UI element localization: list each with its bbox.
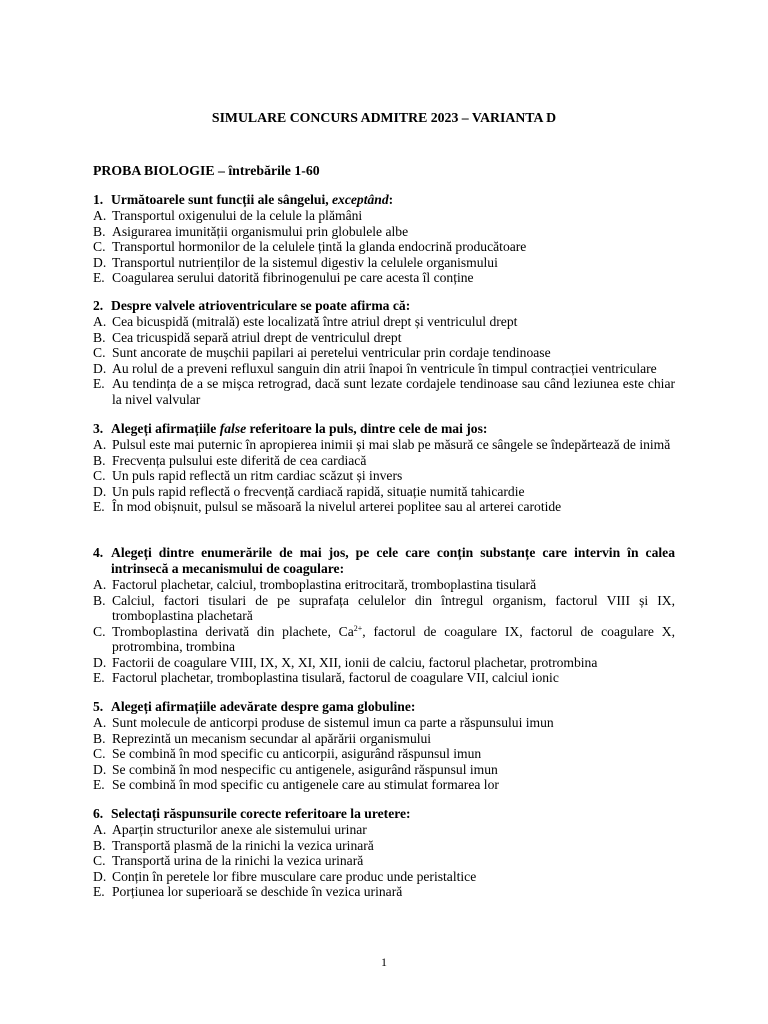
answer-option bbox=[93, 314, 675, 330]
option-letter: D. bbox=[93, 483, 107, 499]
option-letter: E. bbox=[93, 376, 105, 391]
answer-option bbox=[93, 593, 675, 624]
option-letter: B. bbox=[93, 223, 106, 239]
option-letter: D. bbox=[93, 360, 107, 376]
question-text: Selectați răspunsurile corecte referitoare la uretere: bbox=[111, 806, 411, 821]
option-letter: D. bbox=[93, 761, 107, 777]
page-number: 1 bbox=[381, 955, 387, 969]
answer-option bbox=[93, 499, 675, 515]
answer-option bbox=[93, 715, 675, 731]
option-letter: C. bbox=[93, 468, 106, 483]
answer-option bbox=[93, 655, 675, 671]
question-text: Despre valvele atrioventriculare se poate afirma că: bbox=[111, 298, 411, 313]
answer-option bbox=[93, 453, 675, 469]
option-text: Un puls rapid reflectă un ritm cardiac scăzut și invers bbox=[112, 468, 403, 483]
question-text: Următoarele sunt funcții ale sângelui, bbox=[111, 192, 333, 207]
answer-option bbox=[93, 884, 675, 900]
section-title: PROBA BIOLOGIE – întrebările 1-60 bbox=[93, 163, 320, 178]
option-letter: C. bbox=[93, 345, 106, 360]
option-text: Pulsul este mai puternic în apropierea inimii și mai slab pe măsură ce sângele se îndepărtează de inimă bbox=[112, 437, 671, 452]
question-3 bbox=[93, 421, 675, 515]
question-text: Alegeți afirmațiile adevărate despre gama globuline: bbox=[111, 699, 416, 714]
option-text-end: , factorul de coagulare IX, factorul de coagulare X, protrombina, trombina bbox=[112, 623, 675, 654]
answer-option bbox=[93, 345, 675, 361]
option-text: Factorul plachetar, calciul, tromboplastina eritrocitară, tromboplastina tisulară bbox=[112, 577, 537, 592]
option-text: Au rolul de a preveni refluxul sanguin din atrii înapoi în ventricule în timpul contracției ventriculare bbox=[112, 360, 657, 376]
answer-option bbox=[93, 853, 675, 869]
option-text: Sunt molecule de anticorpi produse de sistemul imun ca parte a răspunsului imun bbox=[112, 715, 554, 730]
answer-option bbox=[93, 777, 675, 793]
option-text: Transportul oxigenului de la celule la plămâni bbox=[112, 208, 363, 223]
question-text-end: referitoare la puls, dintre cele de mai jos: bbox=[246, 421, 488, 436]
option-letter: E. bbox=[93, 499, 105, 514]
option-letter: E. bbox=[93, 670, 105, 685]
option-letter: A. bbox=[93, 715, 107, 730]
option-text: Porțiunea lor superioară se deschide în vezica urinară bbox=[112, 884, 403, 899]
option-letter: C. bbox=[93, 623, 106, 639]
option-letter: B. bbox=[93, 592, 106, 608]
answer-option bbox=[93, 270, 675, 286]
option-letter: C. bbox=[93, 746, 106, 761]
option-letter: A. bbox=[93, 437, 107, 452]
answer-option bbox=[93, 838, 675, 854]
option-text: În mod obișnuit, pulsul se măsoară la nivelul arterei poplitee sau al arterei carotide bbox=[112, 499, 562, 514]
option-letter: B. bbox=[93, 452, 106, 468]
question-stem bbox=[93, 421, 675, 437]
question-text-end: : bbox=[388, 192, 394, 207]
answer-option bbox=[93, 762, 675, 778]
option-letter: B. bbox=[93, 329, 106, 345]
option-text: Cea tricuspidă separă atriul drept de ventriculul drept bbox=[112, 329, 402, 345]
answer-option bbox=[93, 624, 675, 655]
document-title: SIMULARE CONCURS ADMITRE 2023 – VARIANTA D bbox=[211, 110, 557, 125]
question-stem bbox=[93, 545, 675, 577]
question-stem bbox=[93, 192, 675, 208]
option-text: Se combină în mod specific cu antigenele care au stimulat formarea lor bbox=[112, 777, 499, 792]
option-text: Asigurarea imunității organismului prin globulele albe bbox=[112, 223, 409, 239]
option-text: Factorii de coagulare VIII, IX, X, XI, XII, ionii de calciu, factorul plachetar, protrombina bbox=[112, 654, 598, 670]
answer-option bbox=[93, 208, 675, 224]
option-text: Se combină în mod specific cu anticorpii, asigurând răspunsul imun bbox=[112, 746, 482, 761]
option-text: Sunt ancorate de mușchii papilari ai peretelui ventricular prin cordaje tendinoase bbox=[112, 345, 551, 360]
option-letter: E. bbox=[93, 777, 105, 792]
option-letter: C. bbox=[93, 853, 106, 868]
question-stem bbox=[93, 298, 675, 314]
answer-option bbox=[93, 376, 675, 407]
answer-option bbox=[93, 468, 675, 484]
question-number: 6. bbox=[93, 806, 104, 821]
option-text: Transportul hormonilor de la celulele țintă la glanda endocrină producătoare bbox=[112, 239, 527, 254]
option-text: Transportul nutrienților de la sistemul digestiv la celulele organismului bbox=[112, 254, 498, 270]
answer-option bbox=[93, 731, 675, 747]
option-text: Factorul plachetar, tromboplastina tisulară, factorul de coagulare VII, calciul ionic bbox=[112, 670, 559, 685]
option-text: Un puls rapid reflectă o frecvență cardiacă rapidă, situație numită tahicardie bbox=[112, 483, 525, 499]
option-letter: B. bbox=[93, 837, 106, 853]
option-letter: A. bbox=[93, 314, 107, 329]
answer-option bbox=[93, 330, 675, 346]
answer-option bbox=[93, 239, 675, 255]
question-stem bbox=[93, 806, 675, 822]
question-text: Alegeți afirmațiile bbox=[111, 421, 220, 436]
answer-option bbox=[93, 577, 675, 593]
question-number: 2. bbox=[93, 298, 104, 313]
answer-option bbox=[93, 484, 675, 500]
option-letter: A. bbox=[93, 822, 107, 837]
question-stem bbox=[93, 699, 675, 715]
question-text-emphasis: exceptând bbox=[332, 192, 389, 207]
option-letter: D. bbox=[93, 654, 107, 670]
option-letter: D. bbox=[93, 868, 107, 884]
option-letter: D. bbox=[93, 254, 107, 270]
option-letter: A. bbox=[93, 577, 107, 592]
question-text-emphasis: false bbox=[219, 421, 247, 436]
option-text: Cea bicuspidă (mitrală) este localizată între atriul drept și ventriculul drept bbox=[112, 314, 518, 329]
superscript: 2+ bbox=[353, 623, 363, 633]
question-number: 3. bbox=[93, 421, 104, 436]
option-text: Coagularea serului datorită fibrinogenului pe care acesta îl conține bbox=[112, 270, 474, 285]
option-text: Se combină în mod nespecific cu antigenele, asigurând răspunsul imun bbox=[112, 761, 498, 777]
answer-option bbox=[93, 437, 675, 453]
question-4 bbox=[93, 545, 675, 686]
option-text: Aparțin structurilor anexe ale sistemului urinar bbox=[112, 822, 367, 837]
question-6 bbox=[93, 806, 675, 900]
answer-option bbox=[93, 822, 675, 838]
option-letter: E. bbox=[93, 884, 105, 899]
question-number: 4. bbox=[93, 545, 104, 560]
answer-option bbox=[93, 670, 675, 686]
option-text: Transportă plasmă de la rinichi la vezica urinară bbox=[112, 837, 374, 853]
question-1 bbox=[93, 192, 675, 286]
option-letter: B. bbox=[93, 730, 106, 746]
answer-option bbox=[93, 869, 675, 885]
option-text: Transportă urina de la rinichi la vezica urinară bbox=[112, 853, 364, 868]
option-letter: C. bbox=[93, 239, 106, 254]
option-text: Frecvența pulsului este diferită de cea cardiacă bbox=[112, 452, 367, 468]
option-text: Au tendința de a se mișca retrograd, dacă sunt lezate cordajele tendinoase sau când leziunea este chiar la nivel valvular bbox=[112, 376, 675, 407]
option-letter: E. bbox=[93, 270, 105, 285]
question-2 bbox=[93, 298, 675, 407]
question-number: 5. bbox=[93, 699, 104, 714]
option-text: Reprezintă un mecanism secundar al apărării organismului bbox=[112, 730, 432, 746]
answer-option bbox=[93, 255, 675, 271]
option-letter: A. bbox=[93, 208, 107, 223]
answer-option bbox=[93, 361, 675, 377]
question-number: 1. bbox=[93, 192, 104, 207]
question-5 bbox=[93, 699, 675, 793]
answer-option bbox=[93, 224, 675, 240]
option-text: Tromboplastina derivată din plachete, Ca bbox=[112, 623, 354, 639]
answer-option bbox=[93, 746, 675, 762]
question-text: Alegeți dintre enumerările de mai jos, pe cele care conțin substanțe care intervin în calea intrinsecă a mecanismului de coagulare: bbox=[111, 545, 675, 576]
option-text: Conțin în peretele lor fibre musculare care produc unde peristaltice bbox=[112, 868, 477, 884]
option-text: Calciul, factori tisulari de pe suprafața celulelor din întregul organism, factorul VIII și IX, tromboplastina plachetară bbox=[112, 592, 675, 623]
